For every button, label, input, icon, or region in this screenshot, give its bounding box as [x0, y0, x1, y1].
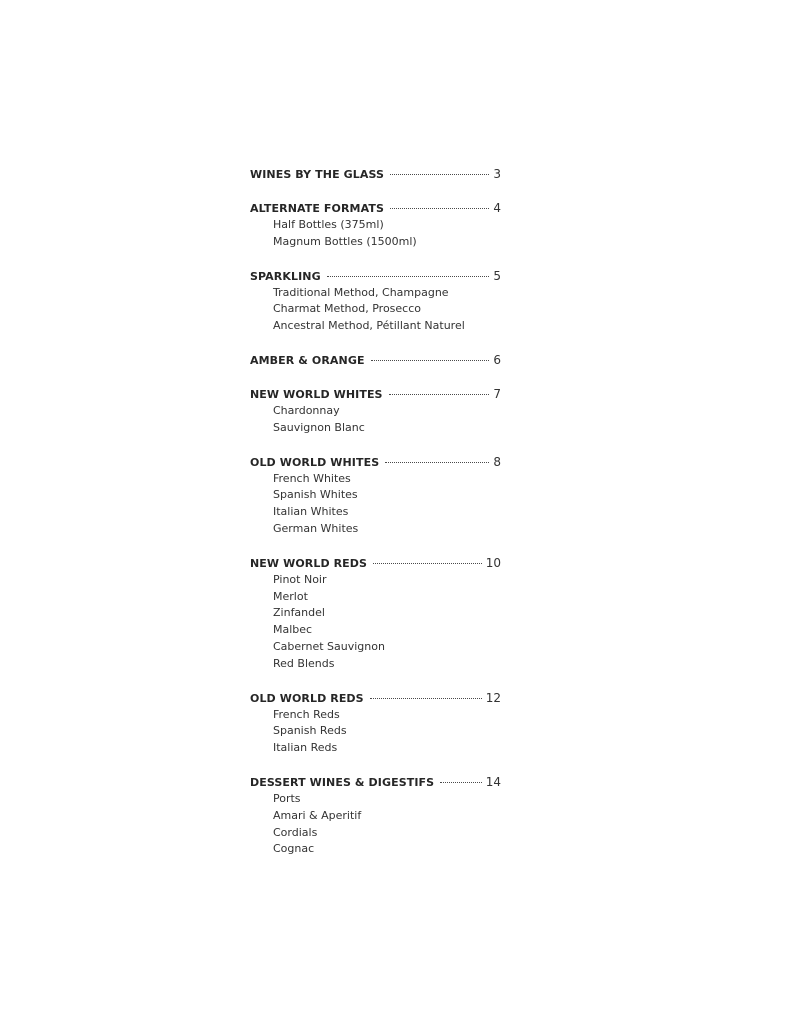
subsection-item[interactable]: Spanish Reds: [273, 724, 347, 738]
dot-leader: [373, 563, 482, 564]
dot-leader: [327, 276, 490, 277]
toc-entry[interactable]: [250, 774, 501, 791]
dot-leader: [389, 394, 490, 395]
toc-section: [250, 268, 501, 335]
page-number: 10: [485, 555, 501, 570]
page-number: 5: [493, 268, 501, 283]
section-heading: AMBER & ORANGE: [250, 353, 365, 367]
subsection-item[interactable]: German Whites: [273, 521, 359, 535]
subsection-item[interactable]: Spanish Whites: [273, 488, 358, 502]
toc-entry[interactable]: [250, 200, 501, 217]
subsection-item[interactable]: French Reds: [273, 707, 340, 721]
subsection-item[interactable]: Ports: [273, 791, 301, 805]
subsection-item[interactable]: French Whites: [273, 471, 351, 485]
toc-entry[interactable]: [250, 268, 501, 285]
section-heading: ALTERNATE FORMATS: [250, 202, 384, 215]
dot-leader: [440, 782, 482, 783]
subsection-item[interactable]: Cordials: [273, 825, 318, 839]
subsection-item[interactable]: Sauvignon Blanc: [273, 420, 365, 434]
subsection-item[interactable]: Cabernet Sauvignon: [273, 639, 385, 653]
toc-entry[interactable]: [250, 166, 501, 183]
toc-section: [250, 555, 501, 673]
toc-section: [250, 166, 501, 183]
subsection-item[interactable]: Magnum Bottles (1500ml): [273, 234, 417, 248]
page-number: 7: [493, 386, 501, 401]
subsection-item[interactable]: Merlot: [273, 589, 308, 603]
subsection-item[interactable]: Amari & Aperitif: [273, 808, 362, 822]
section-heading: DESSERT WINES & DIGESTIFS: [250, 775, 435, 789]
section-heading: SPARKLING: [250, 269, 321, 283]
toc-section: [250, 454, 501, 538]
toc-entry[interactable]: [250, 386, 501, 403]
page-number: 8: [493, 454, 501, 469]
subsection-item[interactable]: Chardonnay: [273, 403, 340, 417]
dot-leader: [371, 360, 490, 361]
subsection-item[interactable]: Zinfandel: [273, 606, 325, 620]
dot-leader: [370, 698, 482, 699]
subsection-item[interactable]: Charmat Method, Prosecco: [273, 302, 422, 316]
toc-section: [250, 774, 501, 858]
table-of-contents: [250, 166, 501, 875]
subsection-item[interactable]: Pinot Noir: [273, 572, 327, 586]
dot-leader: [390, 174, 489, 175]
dot-leader: [390, 208, 489, 209]
toc-section: [250, 352, 501, 369]
subsection-item[interactable]: Italian Whites: [273, 505, 349, 519]
toc-section: [250, 200, 501, 251]
page-number: 4: [493, 201, 501, 215]
toc-entry[interactable]: [250, 555, 501, 572]
toc-entry[interactable]: [250, 690, 501, 707]
subsection-item[interactable]: Malbec: [273, 623, 313, 637]
page-number: 14: [485, 774, 501, 789]
toc-entry[interactable]: [250, 352, 501, 369]
toc-section: [250, 386, 501, 437]
subsection-item[interactable]: Traditional Method, Champagne: [273, 285, 449, 299]
subsection-item[interactable]: Italian Reds: [273, 741, 338, 755]
section-heading: NEW WORLD REDS: [250, 556, 368, 570]
page-number: 3: [493, 167, 501, 181]
section-heading: WINES BY THE GLASS: [250, 168, 385, 181]
subsection-item[interactable]: Half Bottles (375ml): [273, 218, 384, 231]
section-heading: OLD WORLD WHITES: [250, 455, 380, 469]
section-heading: OLD WORLD REDS: [250, 691, 364, 705]
subsection-item[interactable]: Cognac: [273, 842, 315, 856]
subsection-item[interactable]: Red Blends: [273, 656, 335, 670]
page-number: 12: [485, 690, 501, 705]
dot-leader: [385, 462, 489, 463]
section-heading: NEW WORLD WHITES: [250, 387, 383, 401]
page-number: 6: [493, 352, 501, 367]
toc-entry[interactable]: [250, 454, 501, 471]
subsection-item[interactable]: Ancestral Method, Pétillant Naturel: [273, 319, 465, 333]
toc-section: [250, 690, 501, 757]
